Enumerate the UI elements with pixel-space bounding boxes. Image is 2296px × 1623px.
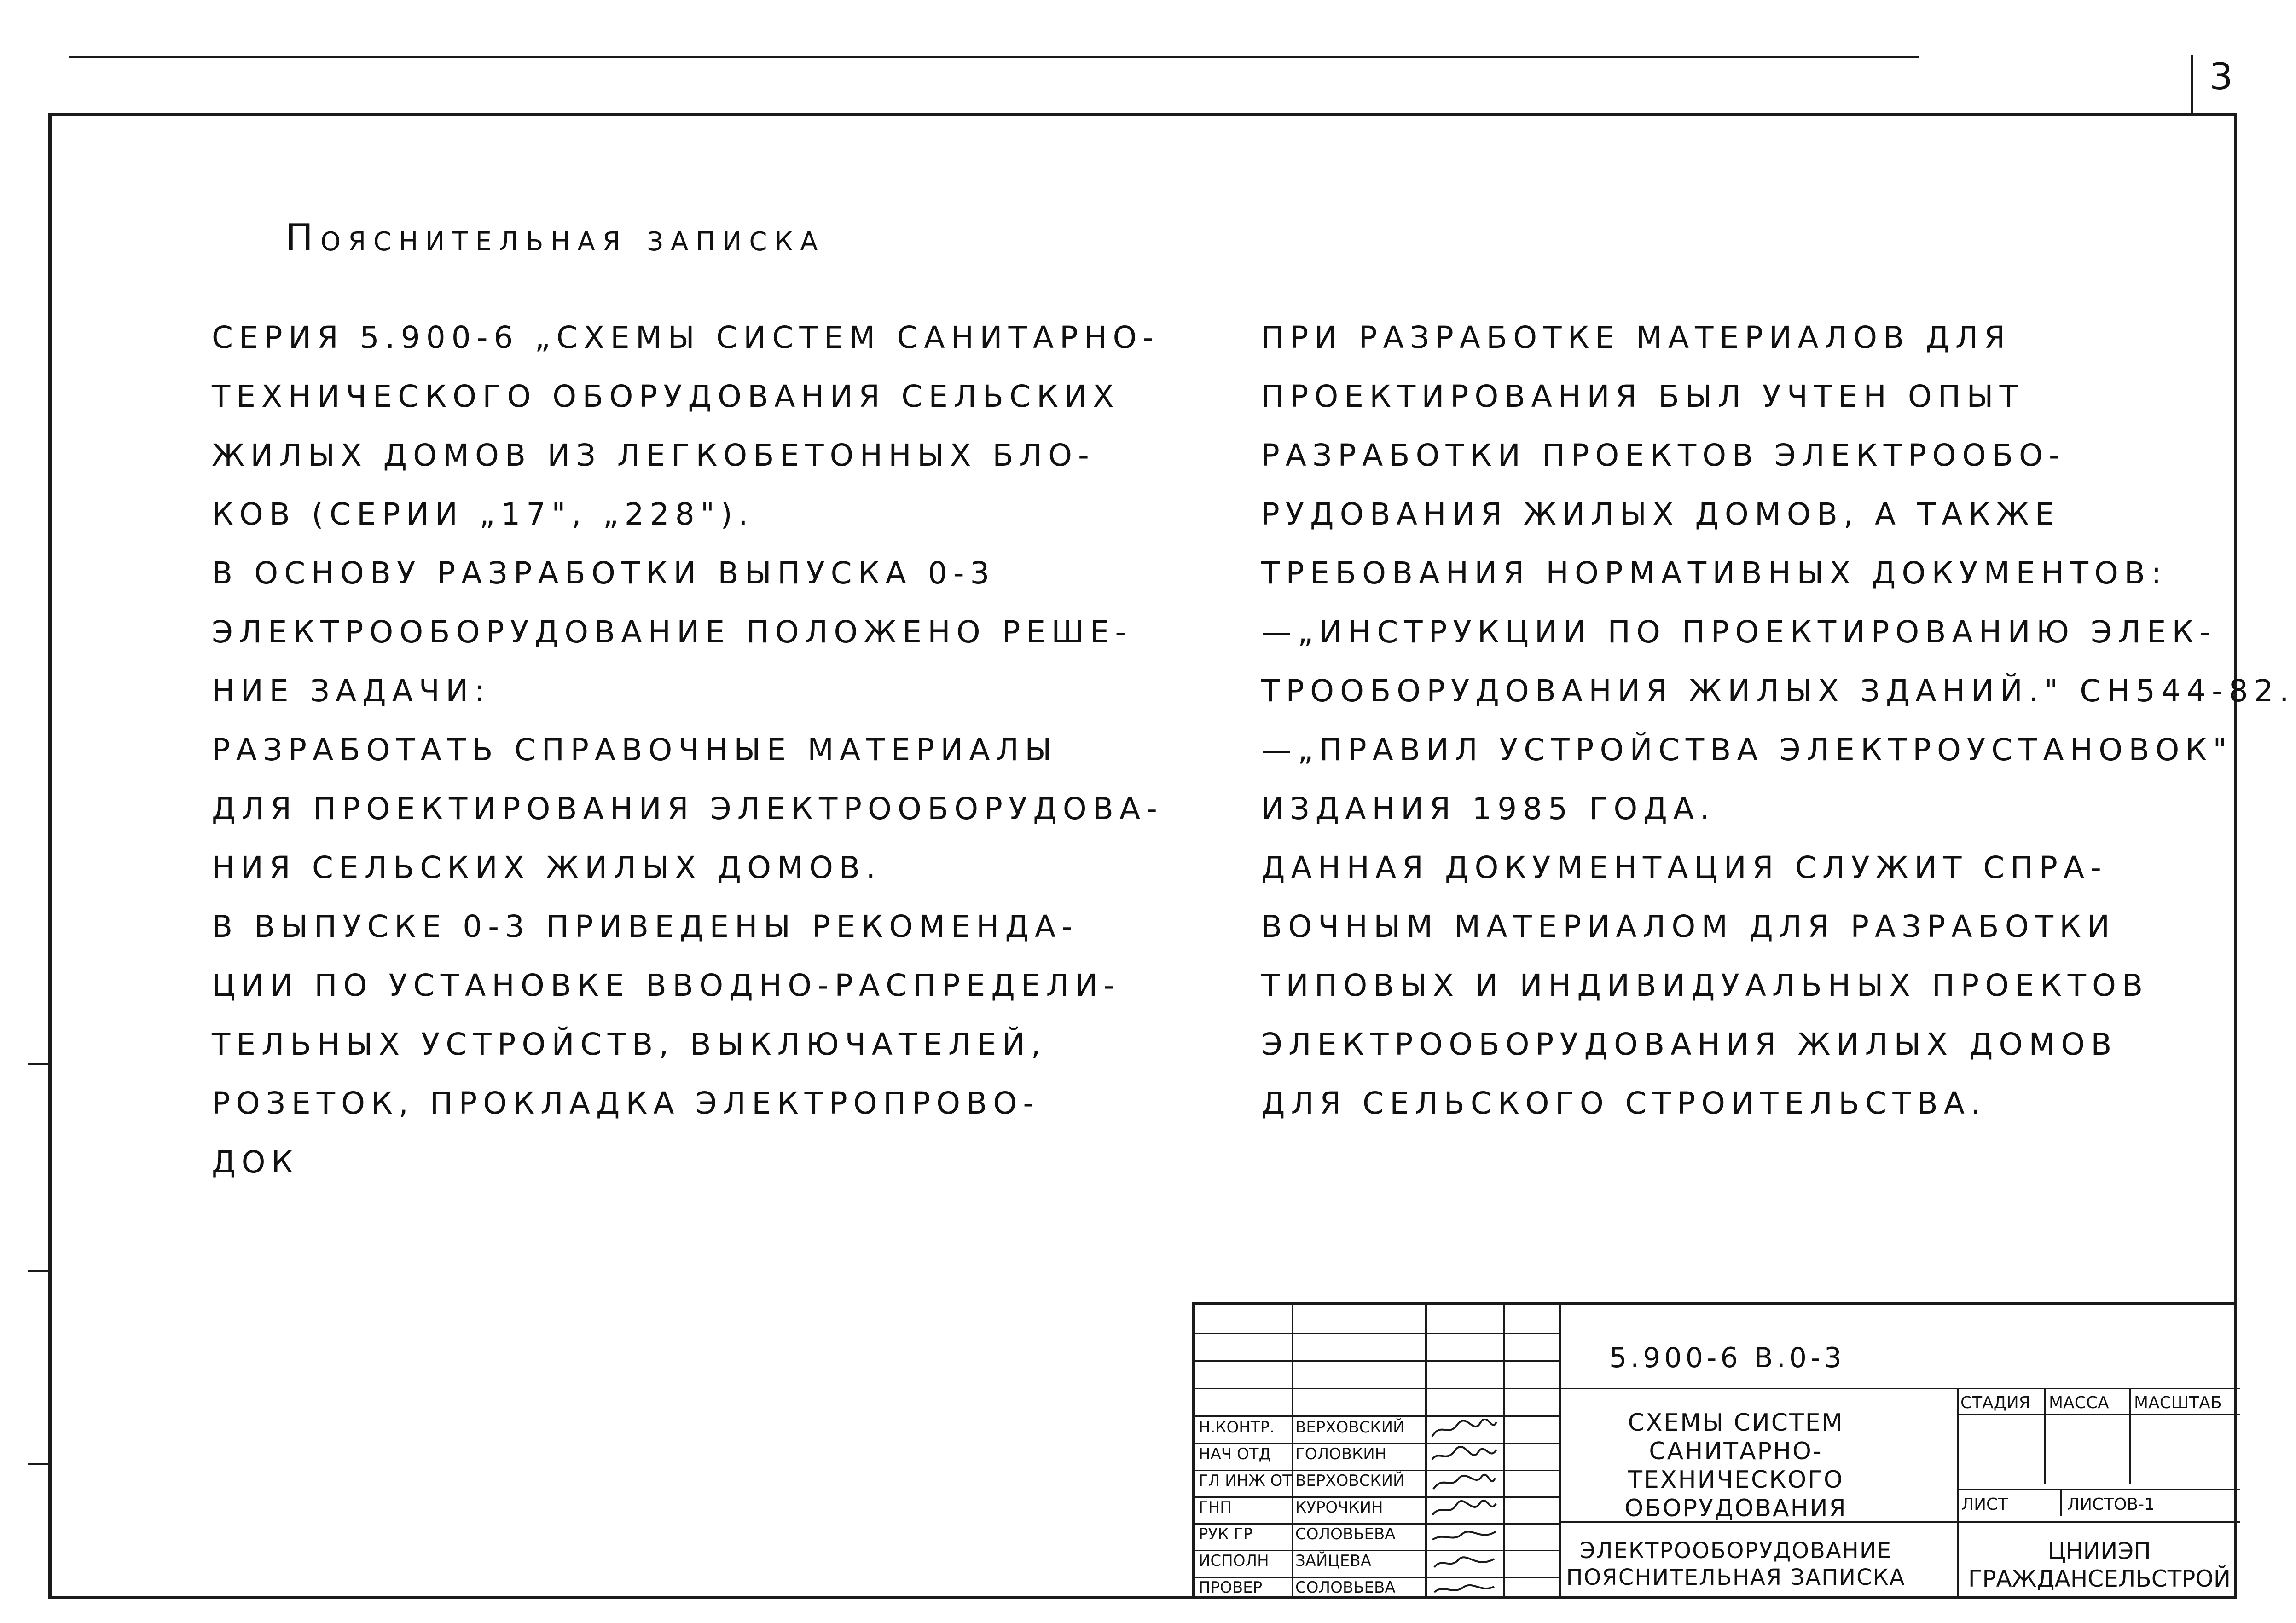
margin-tick	[28, 1463, 48, 1465]
role-label: РУК ГР	[1199, 1525, 1253, 1543]
text-line: ТЕХНИЧЕСКОГО ОБОРУДОВАНИЯ СЕЛЬСКИХ	[212, 379, 1120, 414]
text-line: ТРООБОРУДОВАНИЯ ЖИЛЫХ ЗДАНИЙ." СН544-82.	[1261, 673, 2295, 709]
grid-line	[1292, 1305, 1293, 1596]
role-label: НАЧ ОТД	[1199, 1445, 1271, 1463]
project-title: СХЕМЫ СИСТЕМ САНИТАРНО-ТЕХНИЧЕСКОГО ОБОРУДОВАНИЯ	[1624, 1409, 1847, 1522]
text-line: —„ИНСТРУКЦИИ ПО ПРОЕКТИРОВАНИЮ ЭЛЕК-	[1261, 614, 2217, 650]
person-name: СОЛОВЬЕВА	[1295, 1525, 1396, 1543]
text-line: ЭЛЕКТРООБОРУДОВАНИЯ ЖИЛЫХ ДОМОВ	[1261, 1027, 2118, 1062]
margin-tick	[28, 1063, 48, 1065]
text-line: ВОЧНЫМ МАТЕРИАЛОМ ДЛЯ РАЗРАБОТКИ	[1261, 909, 2116, 944]
text-line: РУДОВАНИЯ ЖИЛЫХ ДОМОВ, А ТАКЖЕ	[1261, 497, 2060, 532]
text-line: НИЕ ЗАДАЧИ:	[212, 673, 491, 709]
right-text-column	[1261, 308, 2295, 1133]
series-code: 5.900-6 В.0-3	[1609, 1342, 1845, 1374]
text-line: ТИПОВЫХ И ИНДИВИДУАЛЬНЫХ ПРОЕКТОВ	[1261, 968, 2149, 1003]
sheet-label: ЛИСТ	[1961, 1495, 2008, 1514]
grid-line	[1195, 1523, 1559, 1525]
title-block	[1192, 1302, 2237, 1599]
document-title: ЭЛЕКТРООБОРУДОВАНИЕ ПОЯСНИТЕЛЬНАЯ ЗАПИСКА	[1566, 1538, 1906, 1590]
text-line: ДЛЯ СЕЛЬСКОГО СТРОИТЕЛЬСТВА.	[1261, 1086, 1987, 1121]
grid-line	[1195, 1415, 1559, 1417]
signature-scribble	[1430, 1553, 1499, 1573]
text-line: ПРИ РАЗРАБОТКЕ МАТЕРИАЛОВ ДЛЯ	[1261, 320, 2012, 355]
text-line: ДАННАЯ ДОКУМЕНТАЦИЯ СЛУЖИТ СПРА-	[1261, 850, 2107, 885]
left-text-column	[212, 308, 1163, 1192]
text-line: ЖИЛЫХ ДОМОВ ИЗ ЛЕГКОБЕТОННЫХ БЛО-	[212, 438, 1095, 473]
text-line: НИЯ СЕЛЬСКИХ ЖИЛЫХ ДОМОВ.	[212, 850, 882, 885]
role-label: ГЛ ИНЖ ОТ	[1199, 1472, 1293, 1490]
text-line: КОВ (СЕРИИ „17", „228").	[212, 497, 754, 532]
stage-header: СТАДИЯ	[1960, 1393, 2030, 1412]
page-title: Пояснительная записка	[285, 216, 825, 259]
person-name: ВЕРХОВСКИЙ	[1295, 1418, 1405, 1437]
sheets-count-label: ЛИСТОВ-1	[2067, 1495, 2155, 1514]
role-label: ПРОВЕР	[1199, 1578, 1263, 1597]
signature-scribble	[1430, 1579, 1499, 1600]
text-line: ДЛЯ ПРОЕКТИРОВАНИЯ ЭЛЕКТРООБОРУДОВА-	[212, 791, 1163, 826]
person-name: ЗАЙЦЕВА	[1295, 1552, 1371, 1570]
grid-line	[2044, 1388, 2046, 1484]
grid-line	[1195, 1550, 1559, 1551]
grid-line	[1957, 1489, 2240, 1490]
grid-line	[1195, 1333, 1559, 1334]
text-line: В ВЫПУСКЕ 0-3 ПРИВЕДЕНЫ РЕКОМЕНДА-	[212, 909, 1079, 944]
grid-line	[2060, 1489, 2062, 1516]
grid-line	[1957, 1388, 1959, 1596]
grid-line	[1195, 1496, 1559, 1498]
text-line: ТРЕБОВАНИЯ НОРМАТИВНЫХ ДОКУМЕНТОВ:	[1261, 555, 2168, 591]
signature-scribble	[1430, 1446, 1499, 1466]
text-line: ПРОЕКТИРОВАНИЯ БЫЛ УЧТЕН ОПЫТ	[1261, 379, 2024, 414]
top-rule	[69, 56, 1919, 58]
grid-line	[1195, 1443, 1559, 1444]
grid-line	[1559, 1388, 2240, 1389]
person-name: ВЕРХОВСКИЙ	[1295, 1472, 1405, 1490]
text-line: ЭЛЕКТРООБОРУДОВАНИЕ ПОЛОЖЕНО РЕШЕ-	[212, 614, 1132, 650]
person-name: СОЛОВЬЕВА	[1295, 1578, 1396, 1597]
text-line: ТЕЛЬНЫХ УСТРОЙСТВ, ВЫКЛЮЧАТЕЛЕЙ,	[212, 1027, 1047, 1062]
text-line: —„ПРАВИЛ УСТРОЙСТВА ЭЛЕКТРОУСТАНОВОК"	[1261, 732, 2233, 768]
role-label: ИСПОЛН	[1199, 1552, 1269, 1570]
signature-scribble	[1430, 1499, 1499, 1519]
text-line: В ОСНОВУ РАЗРАБОТКИ ВЫПУСКА 0-3	[212, 555, 996, 591]
margin-tick	[28, 1270, 48, 1272]
signature-scribble	[1430, 1419, 1499, 1439]
grid-line	[1425, 1305, 1427, 1596]
signature-scribble	[1430, 1526, 1499, 1546]
signature-scribble	[1430, 1473, 1499, 1493]
page-number: 3	[2209, 55, 2233, 98]
grid-line	[1195, 1360, 1559, 1362]
text-line: ИЗДАНИЯ 1985 ГОДА.	[1261, 791, 1716, 826]
scale-header: МАСШТАБ	[2134, 1393, 2222, 1412]
grid-line	[2129, 1388, 2131, 1484]
grid-line	[1195, 1388, 1559, 1389]
text-line: СЕРИЯ 5.900-6 „СХЕМЫ СИСТЕМ САНИТАРНО-	[212, 320, 1160, 355]
text-line: РАЗРАБОТАТЬ СПРАВОЧНЫЕ МАТЕРИАЛЫ	[212, 732, 1058, 768]
role-label: Н.КОНТР.	[1199, 1418, 1275, 1437]
text-line: РАЗРАБОТКИ ПРОЕКТОВ ЭЛЕКТРООБО-	[1261, 438, 2066, 473]
text-line: ДОК	[212, 1144, 299, 1180]
person-name: ГОЛОВКИН	[1295, 1445, 1387, 1463]
grid-line	[1195, 1577, 1559, 1578]
grid-line	[1195, 1470, 1559, 1471]
grid-line	[1957, 1414, 2240, 1415]
mass-header: МАССА	[2049, 1393, 2109, 1412]
text-line: РОЗЕТОК, ПРОКЛАДКА ЭЛЕКТРОПРОВО-	[212, 1086, 1040, 1121]
grid-line	[1503, 1305, 1505, 1596]
organization-name: ЦНИИЭП ГРАЖДАНСЕЛЬСТРОЙ	[1968, 1538, 2231, 1592]
role-label: ГНП	[1199, 1498, 1232, 1517]
page-number-divider	[2191, 55, 2193, 115]
person-name: КУРОЧКИН	[1295, 1498, 1383, 1517]
text-line: ЦИИ ПО УСТАНОВКЕ ВВОДНО-РАСПРЕДЕЛИ-	[212, 968, 1121, 1003]
